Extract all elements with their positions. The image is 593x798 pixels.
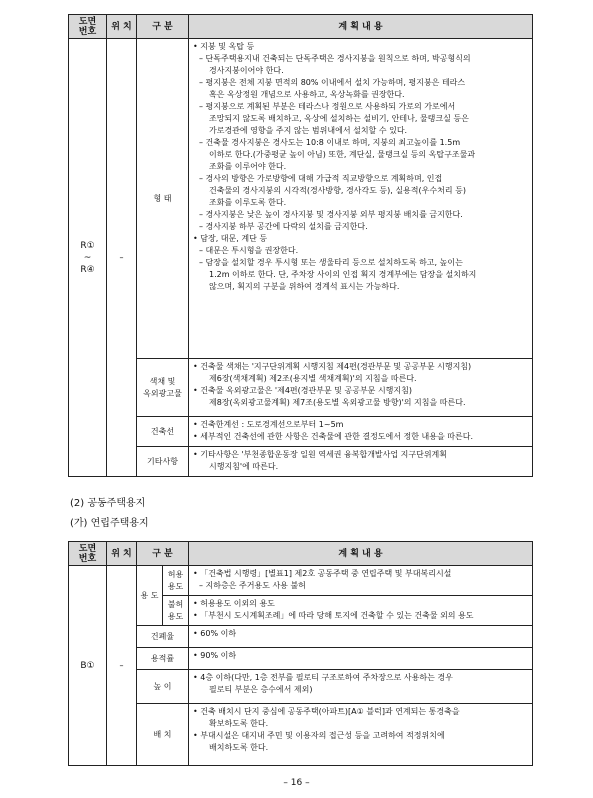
use-label-cell: 용 도 [137, 566, 163, 626]
content-cell [189, 626, 533, 648]
subsection-heading: (가) 연립주택용지 [70, 518, 149, 529]
content-cell [189, 566, 533, 596]
content-line: 시행지침'에 따른다. [209, 462, 279, 471]
location-cell: – [107, 566, 137, 766]
page-number: – 16 – [283, 778, 310, 788]
content-cell [189, 417, 533, 447]
content-cell [189, 359, 533, 417]
content-cell [189, 447, 533, 477]
category-cell: 형 태 [137, 39, 189, 359]
content-line: • 건축물 옥외광고물은 '제4편(경관부문 및 공공부문 시행지침) [193, 386, 412, 395]
content-line: 조화를 이루도록 한다. [209, 198, 287, 207]
header-location: 위 치 [107, 15, 137, 39]
content-line: 제6장(색채계획) 제2조(용지별 색채계획)'의 지침을 따른다. [209, 374, 417, 383]
content-line: • 건축 배치시 단지 중심에 공동주택(아파트)[A① 블럭]과 연계되는 통경축을 [193, 707, 460, 716]
content-line: – 평지붕으로 계획된 부분은 테라스나 정원으로 사용하되 가로의 가로에서 [199, 102, 456, 111]
content-cell [189, 704, 533, 766]
header-content: 계 획 내 용 [189, 15, 533, 39]
header-location: 위 치 [107, 542, 137, 566]
content-line: • 세부적인 건축선에 관한 사항은 건축물에 관한 결정도에서 정한 내용을 따른다. [193, 432, 473, 441]
content-line: – 경사지붕 하부 공간에 다락의 설치를 금지한다. [199, 222, 368, 231]
content-line: – 평지붕은 전체 지붕 면적의 80% 이내에서 설치 가능하며, 평지붕은 테라스 [199, 78, 466, 87]
location-cell: – [107, 39, 137, 477]
category-cell: 색채 및 옥외광고물 [137, 359, 189, 417]
content-line: – 경사의 방향은 가로방향에 대해 가급적 직교방향으로 계획하며, 인접 [199, 174, 443, 183]
content-line: – 건축물 경사지붕은 경사도는 10:8 이내로 하며, 지붕의 최고높이를 1.5m [199, 138, 461, 147]
content-line: 가로경관에 영향을 주지 않는 범위내에서 설치할 수 있다. [209, 126, 408, 135]
content-cell [189, 648, 533, 670]
plan-table-row-housing [68, 541, 533, 766]
content-line: 건축물의 경사지붕의 시각적(경사방향, 경사각도 등), 실용적(우수처리 등) [209, 186, 466, 195]
content-cell [189, 39, 533, 359]
content-line: 이하로 한다.(가중평균 높이 아님) 또한, 계단실, 물탱크실 등의 옥탑구조물과 [209, 150, 476, 159]
content-line: 조망되지 않도록 배치하고, 옥상에 설치하는 설비기, 안테나, 물탱크실 등은 [209, 114, 469, 123]
category-cell: 높 이 [137, 670, 189, 704]
plan-no-cell: R① ~ R④ [69, 39, 107, 477]
content-line: – 지하층은 주거용도 사용 불허 [199, 581, 306, 590]
content-cell [189, 596, 533, 626]
section-heading: (2) 공동주택용지 [70, 498, 146, 509]
content-line: 않으며, 획지의 구분을 위하여 경계석 표시는 가능하다. [209, 282, 400, 291]
content-line: 1.2m 이하로 한다. 단, 주차장 사이의 인접 획지 경계부에는 담장을 설치하지 [209, 270, 477, 279]
content-line: 제8장(옥외광고물계획) 제7조(용도별 옥외광고물 방향)'의 지침을 따른다. [209, 398, 466, 407]
content-line: – 대문은 투시형을 권장한다. [199, 246, 299, 255]
content-line: 조화를 이루어야 한다. [209, 162, 287, 171]
content-cell [189, 670, 533, 704]
content-line: 경사지붕이어야 한다. [209, 66, 284, 75]
content-line: – 단독주택용지내 건축되는 단독주택은 경사지붕을 원칙으로 하며, 박공형식의 [199, 54, 471, 63]
content-line: • 90% 이하 [193, 651, 237, 660]
content-line: • 4층 이하(다만, 1층 전부를 필로티 구조로하여 주차장으로 사용하는 경우 [193, 673, 453, 682]
category-cell: 기타사항 [137, 447, 189, 477]
plan-no-cell: B① [69, 566, 107, 766]
category-cell: 건축선 [137, 417, 189, 447]
content-line: 배치하도록 한다. [209, 743, 269, 752]
content-line: • 부대시설은 대지내 주민 및 이용자의 접근성 등을 고려하여 적정위치에 [193, 731, 445, 740]
content-line: 혹은 옥상정원 개념으로 사용하고, 옥상녹화를 권장한다. [209, 90, 405, 99]
header-category: 구 분 [137, 542, 189, 566]
content-line: 확보하도록 한다. [209, 719, 269, 728]
category-cell: 건폐율 [137, 626, 189, 648]
content-line: • 건축물 색채는 '지구단위계획 시행지침 제4편(경관부문 및 공공부문 시행지침) [193, 362, 472, 371]
content-line: • 지붕 및 옥탑 등 [193, 42, 255, 51]
category-cell: 배 치 [137, 704, 189, 766]
header-plan-no: 도면 번호 [69, 542, 107, 566]
category-cell: 용적률 [137, 648, 189, 670]
content-line: – 경사지붕은 낮은 높이 경사지붕 및 경사지붕 외부 평지붕 배치를 금지한다. [199, 210, 463, 219]
content-line: • 담장, 대문, 계단 등 [193, 234, 268, 243]
content-line: • 건축한계선 : 도로경계선으로부터 1~5m [193, 420, 344, 429]
plan-table-detached-housing [68, 14, 533, 477]
content-line: • 「건축법 시행령」[별표1] 제2호 공동주택 중 연립주택 및 부대복리시설 [193, 569, 452, 578]
content-line: • 허용용도 이외의 용도 [193, 599, 275, 608]
content-line: 필로티 부분은 층수에서 제외) [209, 685, 313, 694]
header-plan-no: 도면 번호 [69, 15, 107, 39]
content-line: • 기타사항은 '부천종합운동장 일원 역세권 융복합개발사업 지구단위계획 [193, 450, 448, 459]
sub-category-cell: 허용 용도 [163, 566, 189, 596]
content-line: • 「부천시 도시계획조례」에 따라 당해 토지에 건축할 수 있는 건축물 외의 용도 [193, 611, 474, 620]
sub-category-cell: 불허 용도 [163, 596, 189, 626]
header-content: 계 획 내 용 [189, 542, 533, 566]
content-line: • 60% 이하 [193, 629, 237, 638]
content-line: – 담장을 설치할 경우 투시형 또는 생울타리 등으로 설치하도록 하고, 높이는 [199, 258, 463, 267]
header-category: 구 분 [137, 15, 189, 39]
